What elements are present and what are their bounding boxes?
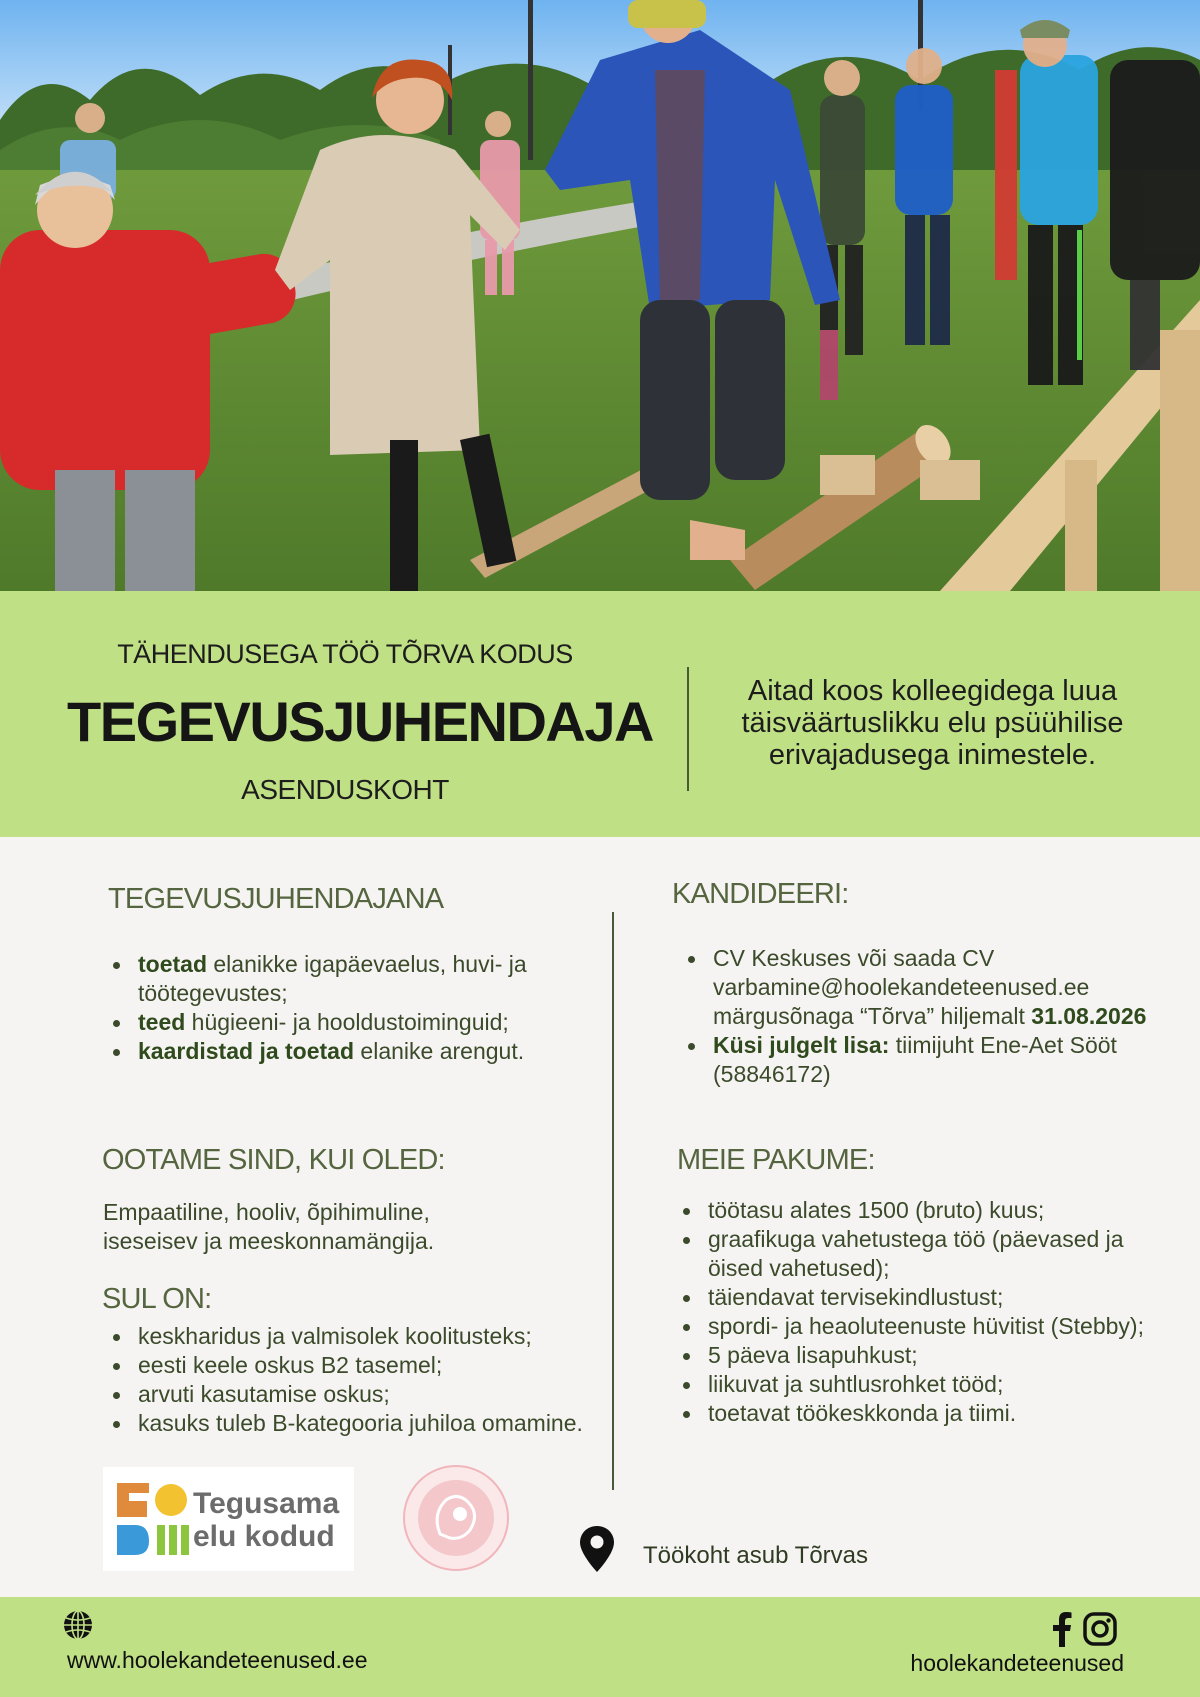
facebook-icon[interactable]	[1052, 1611, 1072, 1647]
deadline-date: 31.08.2026	[1031, 1003, 1147, 1029]
list-item: spordi- ja heaoluteenuste hüvitist (Stebby);	[676, 1312, 1146, 1341]
location-text: Töökoht asub Tõrvas	[643, 1542, 869, 1569]
list-item: töötasu alates 1500 (bruto) kuus;	[676, 1196, 1146, 1225]
list-item: kaardistad ja toetad elanike arengut.	[106, 1037, 576, 1066]
brand-mark-icon	[113, 1479, 193, 1559]
list-item: arvuti kasutamise oskus;	[106, 1380, 606, 1409]
globe-icon	[63, 1610, 93, 1640]
apply-list	[681, 944, 1151, 1089]
header-band	[0, 591, 1200, 837]
location-pin-icon	[580, 1526, 614, 1572]
offer-heading: MEIE PAKUME:	[677, 1144, 875, 1176]
header-divider	[687, 667, 689, 791]
requirements-list	[106, 1322, 606, 1438]
list-item: graafikuga vahetustega töö (päevased ja öised vahetused);	[676, 1225, 1146, 1283]
brand-logo	[103, 1467, 354, 1571]
footer	[0, 1597, 1200, 1697]
brand-name: Tegusama elu kodud	[193, 1487, 340, 1553]
job-subtitle: ASENDUSKOHT	[241, 774, 449, 805]
social-handle[interactable]: hoolekandeteenused	[910, 1650, 1124, 1676]
instagram-icon[interactable]	[1083, 1612, 1117, 1646]
hero-photo	[0, 0, 1200, 591]
website-link[interactable]: www.hoolekandeteenused.ee	[67, 1647, 368, 1673]
expect-text: Empaatiline, hooliv, õpihimuline, iseseisev ja meeskonnamängija.	[103, 1199, 435, 1254]
list-item: Küsi julgelt lisa: tiimijuht Ene-Aet Sööt (58846172)	[681, 1031, 1151, 1089]
expect-heading: OOTAME SIND, KUI OLED:	[102, 1144, 445, 1176]
benefits-list	[676, 1196, 1146, 1428]
list-item: teed hügieeni- ja hooldustoiminguid;	[106, 1008, 576, 1037]
list-item: keskharidus ja valmisolek koolitusteks;	[106, 1322, 606, 1351]
header-tagline: Aitad koos kolleegidega luua täisväärtuslikku elu psüühilise erivajadusega inimestele.	[741, 675, 1124, 771]
vaimset-tervist-seal-icon	[402, 1464, 510, 1572]
apply-heading: KANDIDEERI:	[672, 878, 849, 910]
job-title: TEGEVUSJUHENDAJA	[67, 690, 653, 753]
list-item: toetad elanikke igapäevaelus, huvi- ja töötegevustes;	[106, 950, 576, 1008]
list-item: täiendavat tervisekindlustust;	[676, 1283, 1146, 1312]
list-item: kasuks tuleb B-kategooria juhiloa omamine.	[106, 1409, 606, 1438]
column-divider	[612, 912, 614, 1490]
list-item: CV Keskuses või saada CV varbamine@hoolekandeteenused.ee märgusõnaga “Tõrva” hiljemalt 31.08.2026	[681, 944, 1151, 1031]
role-heading: TEGEVUSJUHENDAJANA	[108, 883, 444, 915]
have-heading: SUL ON:	[102, 1283, 212, 1315]
list-item: eesti keele oskus B2 tasemel;	[106, 1351, 606, 1380]
header-kicker: TÄHENDUSEGA TÖÖ TÕRVA KODUS	[117, 639, 573, 669]
list-item: liikuvat ja suhtlusrohket tööd;	[676, 1370, 1146, 1399]
duties-list	[106, 950, 576, 1066]
list-item: 5 päeva lisapuhkust;	[676, 1341, 1146, 1370]
list-item: toetavat töökeskkonda ja tiimi.	[676, 1399, 1146, 1428]
